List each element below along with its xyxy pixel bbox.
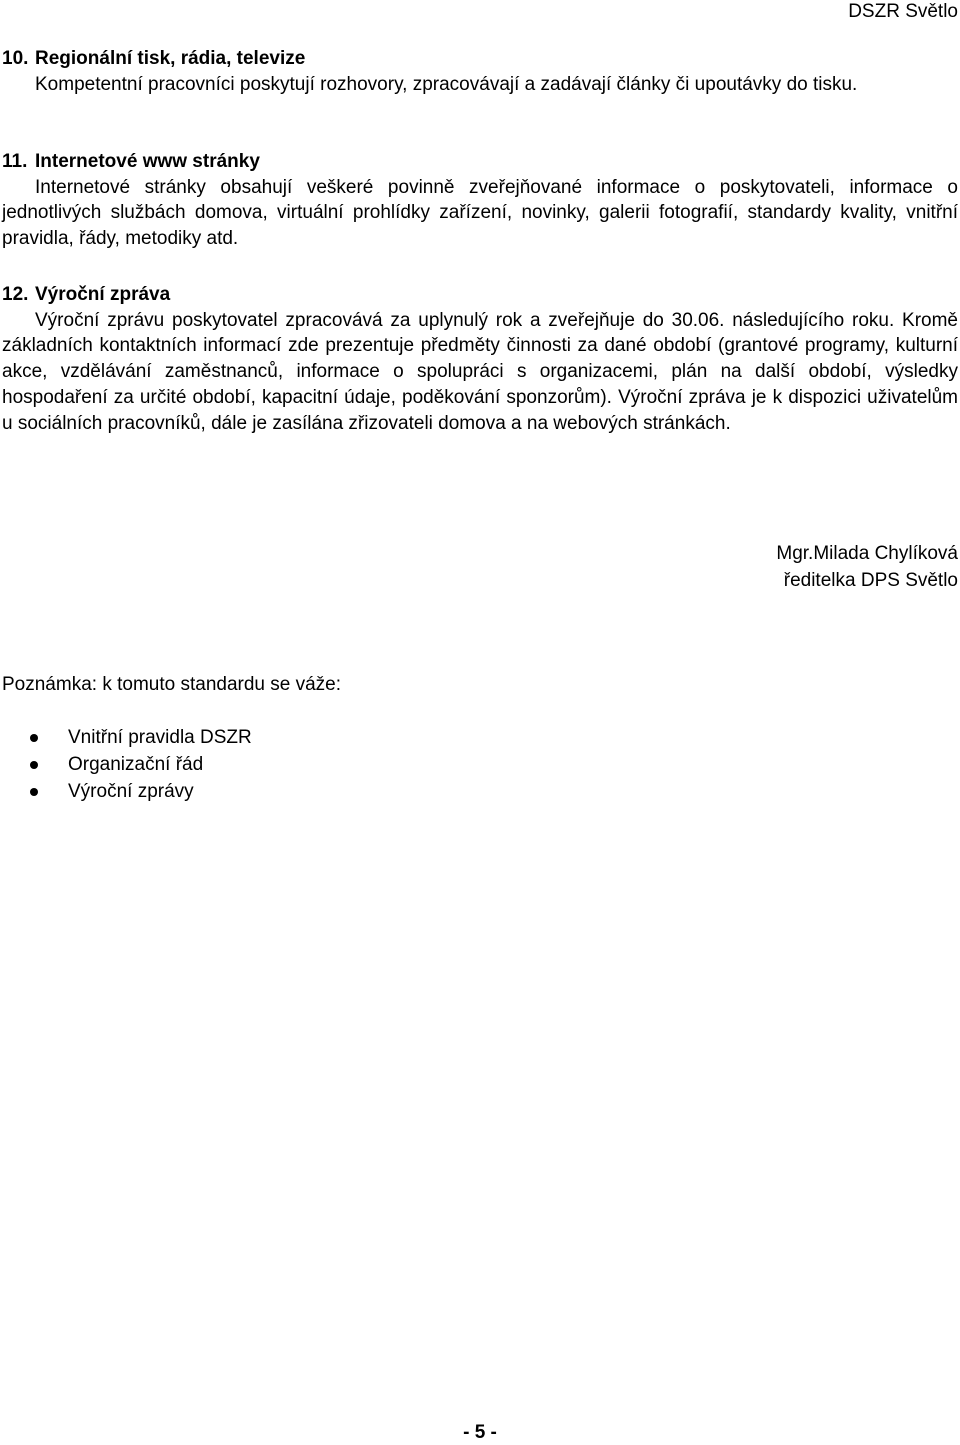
list-item-label: Výroční zprávy: [68, 781, 194, 802]
related-note-label: Poznámka: k tomuto standardu se váže:: [2, 674, 342, 695]
section-11-body: [2, 175, 958, 252]
section-10-title: Regionální tisk, rádia, televize: [35, 48, 306, 69]
section-11: [2, 149, 958, 252]
signature-block: [776, 541, 958, 594]
list-item: [27, 778, 252, 805]
section-12-body-text: Výroční zprávu poskytovatel zpracovává za uplynulý rok a zveřejňuje do 30.06. následujícího roku. Kromě základních kontaktních informací zde prezentuje předměty činnosti za dané období (grantové programy, kulturní akce, vzdělávání zaměstnanců, informace o spolupráci s organizacemi, plán na další období, výsledky hospodaření za určité období, kapacitní údaje, poděkování sponzorům). Výroční zpráva je k dispozici uživatelům u sociálních pracovníků, dále je zasílána zřizovateli domova a na webových stránkách.: [2, 309, 958, 434]
section-10-number: 10.: [2, 48, 29, 69]
section-12-body: [2, 308, 958, 437]
section-12-heading: [2, 282, 958, 308]
section-10-body-text: Kompetentní pracovníci poskytují rozhovory, zpracovávají a zadávají články či upoutávky do tisku.: [35, 73, 858, 95]
page-number: - 5 -: [463, 1422, 497, 1443]
section-12-number: 12.: [2, 284, 29, 305]
section-12: [2, 282, 958, 436]
bullet-icon: [30, 761, 38, 769]
signature-name: Mgr.Milada Chylíková: [776, 543, 958, 564]
section-11-title: Internetové www stránky: [35, 151, 260, 172]
section-10-body: [2, 72, 958, 98]
section-10-heading: [2, 46, 958, 72]
section-11-number: 11.: [2, 151, 28, 172]
list-item-label: Organizační řád: [68, 754, 204, 775]
list-item: [27, 751, 252, 778]
running-header: DSZR Světlo: [848, 1, 958, 22]
section-12-title: Výroční zpráva: [35, 284, 171, 305]
list-item-label: Vnitřní pravidla DSZR: [68, 727, 252, 748]
section-11-heading: [2, 149, 958, 175]
signature-role: ředitelka DPS Světlo: [783, 569, 958, 591]
section-11-body-text: Internetové stránky obsahují veškeré povinně zveřejňované informace o poskytovateli, informace o jednotlivých službách domova, virtuální prohlídky zařízení, novinky, galerii fotografií, standardy kvality, vnitřní pravidla, řády, metodiky atd.: [2, 176, 958, 250]
bullet-icon: [30, 788, 38, 796]
section-10: [2, 46, 958, 97]
related-documents-list: [27, 724, 252, 805]
bullet-icon: [30, 734, 38, 742]
list-item: [27, 724, 252, 751]
